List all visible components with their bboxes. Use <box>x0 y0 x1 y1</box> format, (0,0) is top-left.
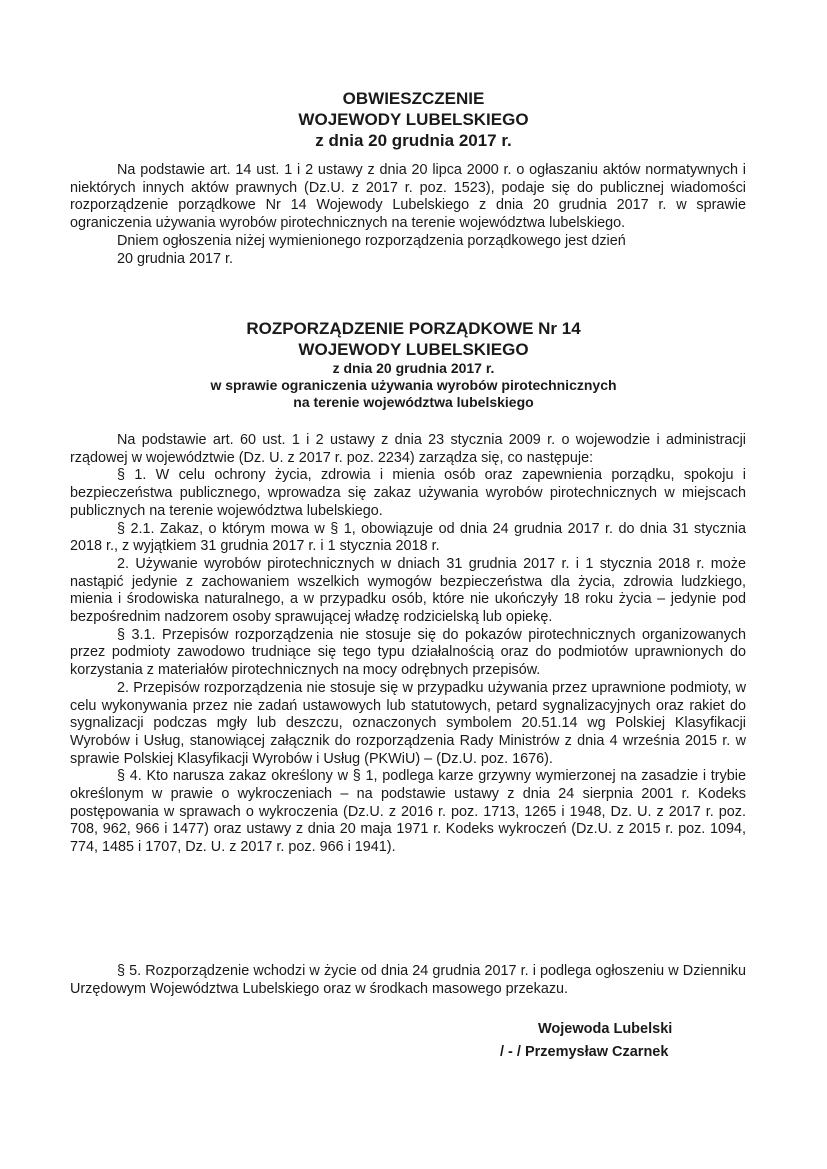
publication-date-value: 20 grudnia 2017 r. <box>117 250 234 267</box>
signatory-title: Wojewoda Lubelski <box>538 1021 673 1037</box>
regulation-body <box>70 432 746 857</box>
regulation-date: z dnia 20 grudnia 2017 r. <box>332 360 495 376</box>
signatory-name: / - / Przemysław Czarnek <box>500 1044 669 1060</box>
preamble-paragraph: Na podstawie art. 60 ust. 1 i 2 ustawy z dnia 23 stycznia 2009 r. o wojewodzie i administracji rządowej w województwie (Dz. U. z 2017 r. poz. 2234) zarządza się, co następuje: <box>70 432 746 466</box>
section-2-2-paragraph: 2. Używanie wyrobów pirotechnicznych w dniach 31 grudnia 2017 r. i 1 stycznia 2018 r. może nastąpić jedynie z zachowaniem wszelkich wymogów bezpieczeństwa dla życia, zdrowia ludzkiego, mienia i środowiska naturalnego, a w przypadku osób, które nie ukończyły 18 roku życia – jedynie pod bezpośrednim nadzorem osoby sprawującej władzę rodzicielską lub opiekę. <box>70 555 746 626</box>
regulation-title: ROZPORZĄDZENIE PORZĄDKOWE Nr 14 <box>246 319 581 338</box>
section-2-1-paragraph: § 2.1. Zakaz, o którym mowa w § 1, obowiązuje od dnia 24 grudnia 2017 r. do dnia 31 stycznia 2018 r., z wyjątkiem 31 grudnia 2017 r. i 1 stycznia 2018 r. <box>70 520 746 555</box>
section-3-2-paragraph: 2. Przepisów rozporządzenia nie stosuje się w przypadku używania przez uprawnione podmioty, w celu wykonywania przez nie zadań ustawowych lub statutowych, petard sygnalizacyjnych oraz rakiet do sygnalizacji podczas mgły lub deszczu, oznaczonych symbolem 20.51.14 wg Polskiej Klasyfikacji Wyrobów i Usług, stanowiącej załącznik do rozporządzenia Rady Ministrów z dnia 4 września 2015 r. w sprawie Polskiej Klasyfikacji Wyrobów i Usług (PKWiU) – (Dz.U. poz. 1676). <box>70 679 746 767</box>
signature-block <box>500 1018 740 1064</box>
publication-date-text: Dniem ogłoszenia niżej wymienionego rozporządzenia porządkowego jest dzień <box>117 232 626 249</box>
regulation-issuer: WOJEWODY LUBELSKIEGO <box>298 340 529 359</box>
publication-date-paragraph <box>70 233 746 268</box>
regulation-header <box>0 318 827 411</box>
announcement-date: z dnia 20 grudnia 2017 r. <box>315 131 512 150</box>
regulation-subject-line1: w sprawie ograniczenia używania wyrobów pirotechnicznych <box>210 377 617 393</box>
final-provisions <box>70 963 746 998</box>
section-3-1-paragraph: § 3.1. Przepisów rozporządzenia nie stosuje się do pokazów pirotechnicznych organizowanych przez podmioty zawodowo trudniące się tego typu działalnością oraz do podmiotów uprawnionych do korzystania z materiałów pirotechnicznych na mocy odrębnych przepisów. <box>70 626 746 679</box>
section-1-paragraph: § 1. W celu ochrony życia, zdrowia i mienia osób oraz zapewnienia porządku, spokoju i bezpieczeństwa publicznego, wprowadza się zakaz używania wyrobów pirotechnicznych w miejscach publicznych na terenie województwa lubelskiego. <box>70 467 746 519</box>
section-4-paragraph: § 4. Kto narusza zakaz określony w § 1, podlega karze grzywny wymierzonej na zasadzie i trybie określonym w prawie o wykroczeniach – na podstawie ustawy z dnia 24 sierpnia 2001 r. Kodeks postępowania w sprawach o wykroczenia (Dz.U. z 2016 r. poz. 1713, 1265 i 1948, Dz. U. z 2017 r. poz. 708, 962, 966 i 1477) oraz ustawy z dnia 20 maja 1971 r. Kodeks wykroczeń (Dz.U. z 2015 r. poz. 1094, 774, 1485 i 1707, Dz. U. z 2017 r. poz. 966 i 1941). <box>70 768 746 856</box>
announcement-title: OBWIESZCZENIE <box>342 89 485 108</box>
announcement-issuer: WOJEWODY LUBELSKIEGO <box>298 110 529 129</box>
section-5-paragraph: § 5. Rozporządzenie wchodzi w życie od dnia 24 grudnia 2017 r. i podlega ogłoszeniu w Dzienniku Urzędowym Województwa Lubelskiego oraz w środkach masowego przekazu. <box>70 963 746 997</box>
announcement-header <box>0 88 827 151</box>
intro-section <box>70 162 746 268</box>
regulation-subject-line2: na terenie województwa lubelskiego <box>293 394 534 410</box>
intro-paragraph: Na podstawie art. 14 ust. 1 i 2 ustawy z dnia 20 lipca 2000 r. o ogłaszaniu aktów normatywnych i niektórych innych aktów prawnych (Dz.U. z 2017 r. poz. 1523), podaje się do publicznej wiadomości rozporządzenie porządkowe Nr 14 Wojewody Lubelskiego z dnia 20 grudnia 2017 r. w sprawie ograniczenia używania wyrobów pirotechnicznych na terenie województwa lubelskiego. <box>70 162 746 232</box>
